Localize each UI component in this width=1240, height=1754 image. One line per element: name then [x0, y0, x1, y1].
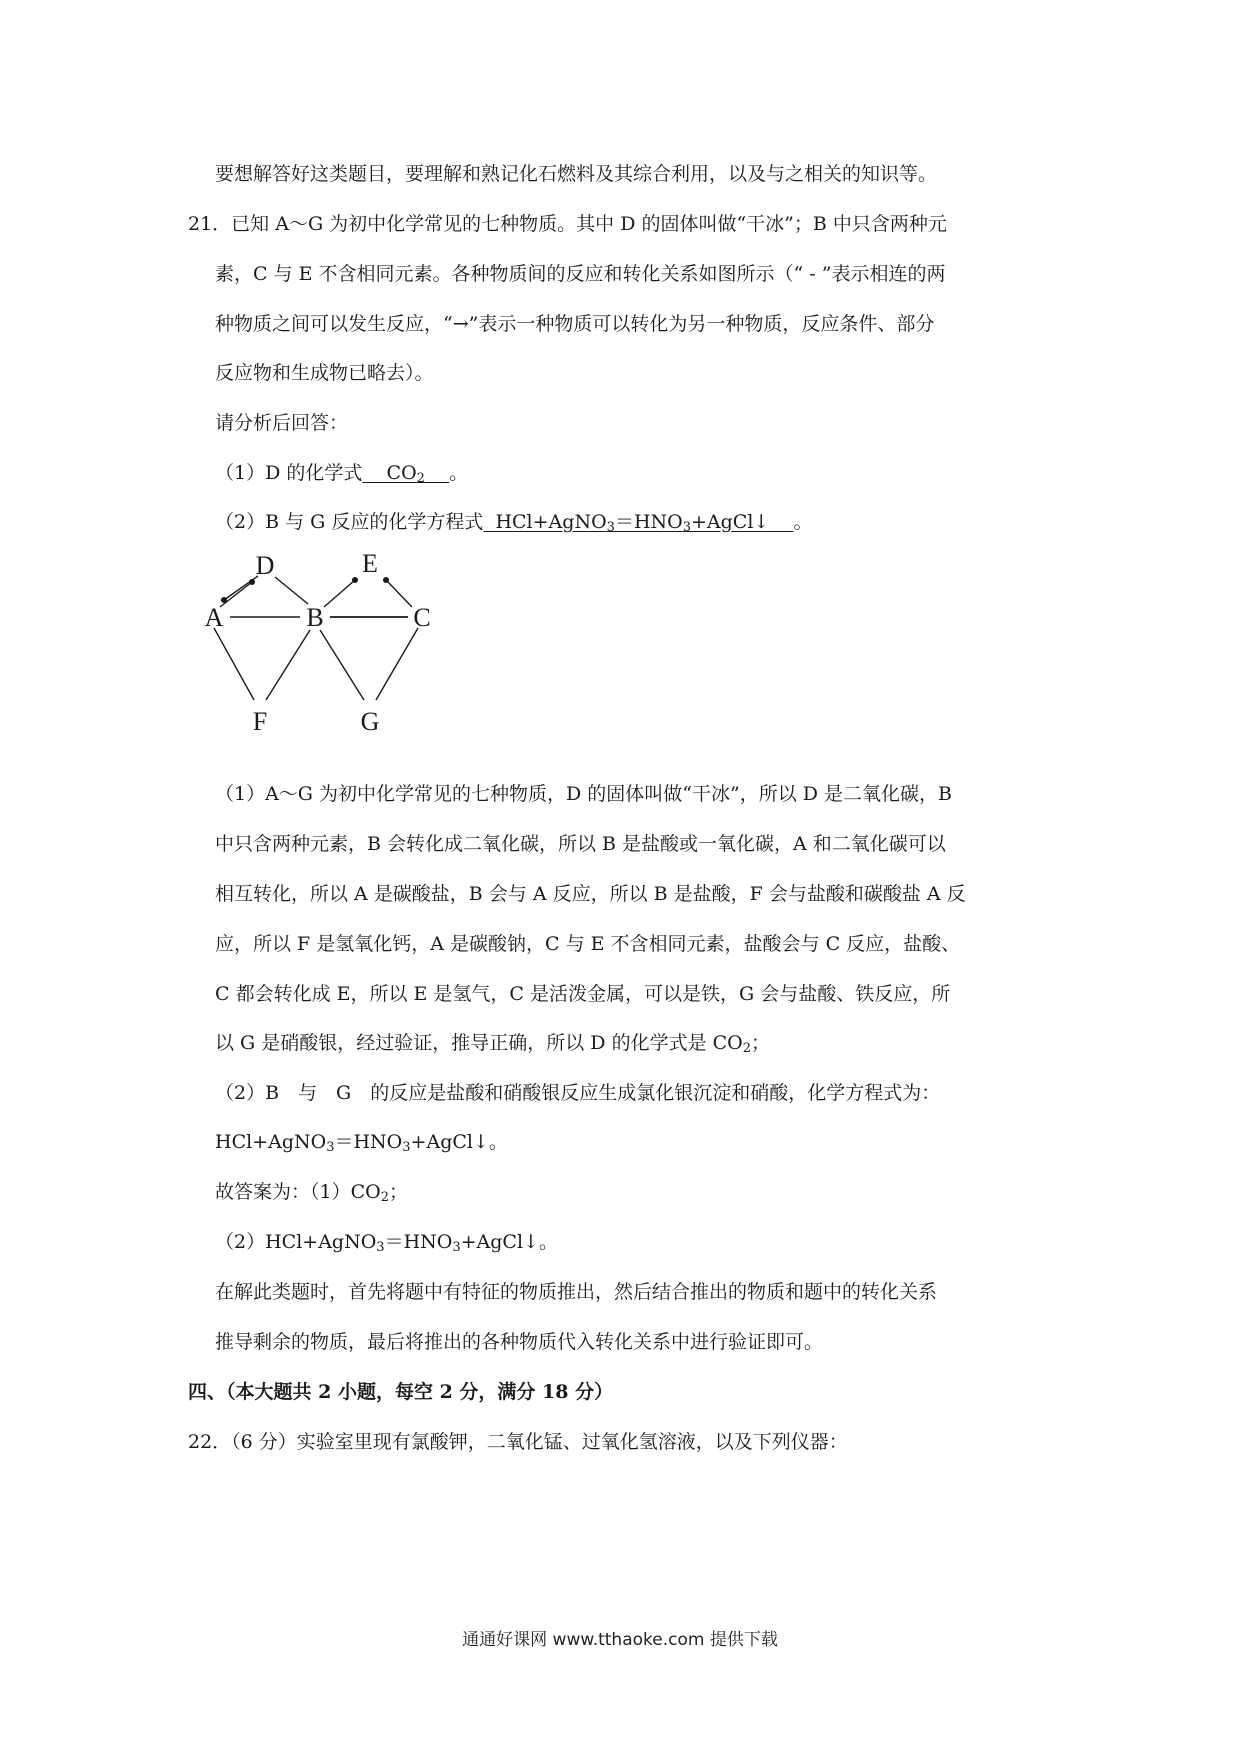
edge-b-f — [266, 630, 310, 700]
node-d: D — [255, 551, 275, 580]
explanation-line-7: （2）B 与 G 的反应是盐酸和硝酸银反应生成氯化银沉淀和硝酸，化学方程式为： — [215, 1082, 941, 1104]
part-2-answer: $HCl+AgNO_3=HNO_3+AgCl↓$ — [495, 511, 770, 535]
question-21-line-2: 素，C 与 E 不含相同元素。各种物质间的反应和转化关系如图所示（“ - ”表示相连的两 — [215, 263, 946, 285]
explanation-line-5: C 都会转化成 E，所以 E 是氢气，C 是活泼金属，可以是铁，G 会与盐酸、铁反应，所 — [215, 983, 951, 1005]
node-g: G — [360, 707, 380, 736]
question-21-line-1: 21．已知 A～G 为初中化学常见的七种物质。其中 D 的固体叫做“干冰”；B 中只含两种元 — [188, 213, 947, 235]
part-1-answer: $CO_2$ — [386, 462, 425, 486]
text-line: 要想解答好这类题目，要理解和熟记化石燃料及其综合利用，以及与之相关的知识等。 — [215, 163, 938, 185]
edge-b-e — [324, 580, 355, 607]
explanation-line-4: 应，所以 F 是氢氧化钙，A 是碳酸钠，C 与 E 不含相同元素，盐酸会与 C 反应，盐酸、 — [215, 933, 961, 955]
page-footer: 通通好课网 www.tthaoke.com 提供下载 — [462, 1630, 778, 1650]
final-answer-1: 故答案为：$(1)CO_2$； — [215, 1181, 408, 1205]
node-f: F — [252, 707, 268, 736]
edge-a-d-2 — [224, 576, 258, 600]
section-heading: 四、（本大题共 2 小题，每空 2 分，满分 18 分） — [188, 1381, 614, 1403]
explanation-line-3: 相互转化，所以 A 是碳酸盐，B 会与 A 反应，所以 B 是盐酸，F 会与盐酸和碳酸盐 A 反 — [215, 883, 966, 905]
question-21-line-4: 反应物和生成物已略去）。 — [215, 362, 434, 384]
node-a: A — [204, 603, 224, 632]
question-22: 22．（6 分）实验室里现有氯酸钾，二氧化锰、过氧化氢溶液，以及下列仪器： — [188, 1431, 848, 1453]
edge-a-f — [214, 628, 254, 700]
relation-diagram — [200, 540, 500, 760]
edge-a-d-1 — [220, 582, 252, 607]
prompt-line: 请分析后回答： — [215, 412, 349, 434]
edge-c-e — [386, 580, 412, 607]
final-answer-2: $(2)HCl+AgNO_3=HNO_3+AgCl↓$。 — [215, 1231, 558, 1255]
part-2-question: （2）B 与 G 反应的化学方程式 $HCl+AgNO_3=HNO_3+AgCl↓$ 。 — [215, 511, 813, 535]
edge-d-b — [275, 577, 308, 604]
explanation-line-6: 以 G 是硝酸银，经过验证，推导正确，所以 D 的化学式是 $CO_2$； — [215, 1032, 771, 1056]
tip-line-1: 在解此类题时，首先将题中有特征的物质推出，然后结合推出的物质和题中的转化关系 — [215, 1281, 938, 1303]
question-21-line-3: 种物质之间可以发生反应，“→”表示一种物质可以转化为另一种物质，反应条件、部分 — [215, 313, 935, 335]
explanation-line-2: 中只含两种元素，B 会转化成二氧化碳，所以 B 是盐酸或一氧化碳，A 和二氧化碳可以 — [215, 833, 946, 855]
explanation-line-1: （1）A～G 为初中化学常见的七种物质，D 的固体叫做“干冰”，所以 D 是二氧化碳，B — [215, 783, 953, 805]
tip-line-2: 推导剩余的物质，最后将推出的各种物质代入转化关系中进行验证即可。 — [215, 1331, 824, 1353]
node-c: C — [413, 603, 431, 632]
equation-line: $HCl+AgNO_3=HNO_3+AgCl↓$。 — [215, 1131, 508, 1155]
edge-c-g — [376, 628, 418, 700]
edge-b-g — [320, 630, 364, 700]
node-e: E — [362, 549, 378, 578]
part-2-label: （2）B 与 G 反应的化学方程式 — [215, 511, 484, 533]
part-1-question: （1）D 的化学式 $CO_2$ 。 — [215, 462, 469, 486]
node-b: B — [306, 603, 324, 632]
part-1-label: （1）D 的化学式 — [215, 462, 363, 484]
